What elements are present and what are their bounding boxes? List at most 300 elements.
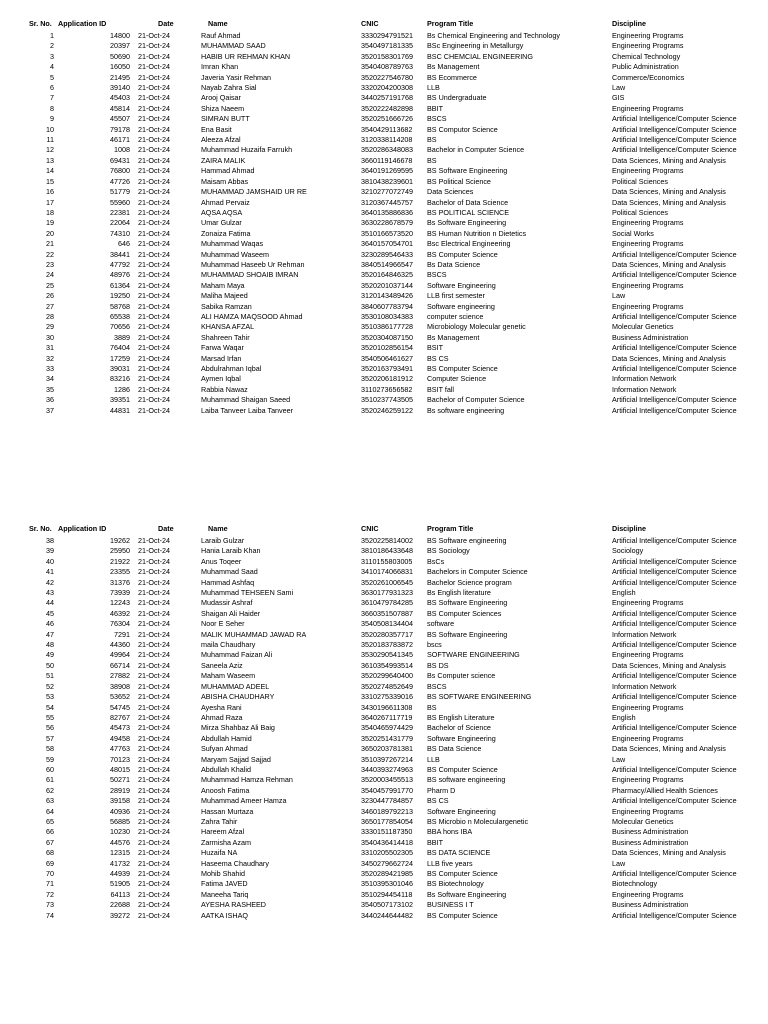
header-discipline: Discipline xyxy=(612,524,646,533)
cell-program-title: BS xyxy=(427,155,437,165)
cell-date: 21-Oct-24 xyxy=(138,176,170,186)
cell-name: Umar Gulzar xyxy=(201,218,242,228)
cell-discipline: Business Administration xyxy=(612,900,689,910)
cell-application-id: 19250 xyxy=(110,291,130,301)
table-row xyxy=(0,786,768,796)
cell-application-id: 46171 xyxy=(110,135,130,145)
cell-program-title: Bachelor of Science xyxy=(427,723,491,733)
cell-date: 21-Oct-24 xyxy=(138,114,170,124)
table-row xyxy=(0,229,768,239)
cell-application-id: 45473 xyxy=(110,723,130,733)
cell-sr: 69 xyxy=(46,858,54,868)
cell-sr: 19 xyxy=(46,218,54,228)
cell-name: Zahra Tahir xyxy=(201,816,238,826)
cell-name: Muhammad TEHSEEN Sami xyxy=(201,588,294,598)
cell-sr: 46 xyxy=(46,619,54,629)
cell-application-id: 47726 xyxy=(110,176,130,186)
cell-cnic: 3520222482898 xyxy=(361,103,413,113)
cell-discipline: Data Sciences, Mining and Analysis xyxy=(612,259,726,269)
cell-application-id: 19262 xyxy=(110,536,130,545)
cell-discipline: Biotechnology xyxy=(612,879,658,889)
cell-application-id: 79178 xyxy=(110,124,130,134)
cell-name: Zonaiza Fatima xyxy=(201,228,251,238)
table-row xyxy=(0,703,768,713)
cell-application-id: 44831 xyxy=(110,405,130,415)
cell-discipline: Data Sciences, Mining and Analysis xyxy=(612,660,726,670)
cell-program-title: Data Sciences xyxy=(427,187,474,197)
table-row xyxy=(0,630,768,640)
cell-date: 21-Oct-24 xyxy=(138,910,170,920)
table-row xyxy=(0,713,768,723)
cell-date: 21-Oct-24 xyxy=(138,775,170,785)
cell-discipline: Chemical Technology xyxy=(612,51,681,61)
cell-cnic: 3520227546780 xyxy=(361,72,413,82)
cell-discipline: Artificial Intelligence/Computer Science xyxy=(612,249,737,259)
cell-cnic: 3650177854054 xyxy=(361,816,413,826)
cell-sr: 17 xyxy=(46,197,54,207)
cell-name: SIMRAN BUTT xyxy=(201,114,250,124)
cell-cnic: 3230447784857 xyxy=(361,796,413,806)
cell-program-title: Bs Chemical Engineering and Technology xyxy=(427,31,560,40)
header-name: Name xyxy=(208,19,228,28)
cell-program-title: Bs Computer science xyxy=(427,671,496,681)
cell-program-title: Bachelor of Computer Science xyxy=(427,395,525,405)
cell-name: Rauf Ahmad xyxy=(201,31,241,40)
cell-application-id: 21922 xyxy=(110,556,130,566)
cell-sr: 13 xyxy=(46,155,54,165)
cell-discipline: Artificial Intelligence/Computer Science xyxy=(612,796,737,806)
cell-date: 21-Oct-24 xyxy=(138,166,170,176)
cell-program-title: BS Ecommerce xyxy=(427,72,477,82)
table-row xyxy=(0,239,768,249)
table-row xyxy=(0,135,768,145)
cell-date: 21-Oct-24 xyxy=(138,332,170,342)
cell-sr: 25 xyxy=(46,280,54,290)
cell-date: 21-Oct-24 xyxy=(138,41,170,51)
cell-date: 21-Oct-24 xyxy=(138,785,170,795)
cell-application-id: 28919 xyxy=(110,785,130,795)
cell-name: Maham Waseem xyxy=(201,671,256,681)
cell-sr: 57 xyxy=(46,733,54,743)
cell-cnic: 3330151187350 xyxy=(361,827,413,837)
cell-discipline: Social Works xyxy=(612,228,654,238)
cell-discipline: Artificial Intelligence/Computer Science xyxy=(612,671,737,681)
table-row xyxy=(0,406,768,416)
cell-date: 21-Oct-24 xyxy=(138,93,170,103)
cell-sr: 48 xyxy=(46,640,54,650)
cell-application-id: 73939 xyxy=(110,588,130,598)
cell-sr: 63 xyxy=(46,796,54,806)
cell-sr: 72 xyxy=(46,889,54,899)
cell-name: Sabika Ramzan xyxy=(201,301,252,311)
cell-name: Ena Basit xyxy=(201,124,232,134)
cell-application-id: 7291 xyxy=(114,629,130,639)
cell-sr: 67 xyxy=(46,837,54,847)
cell-program-title: BUSINESS I T xyxy=(427,900,474,910)
cell-cnic: 3610479784285 xyxy=(361,598,413,608)
cell-application-id: 23355 xyxy=(110,567,130,577)
table-body-2 xyxy=(0,536,768,921)
cell-sr: 31 xyxy=(46,343,54,353)
cell-name: Muhammad Ameer Hamza xyxy=(201,796,287,806)
cell-program-title: BS software engineering xyxy=(427,775,506,785)
cell-date: 21-Oct-24 xyxy=(138,806,170,816)
cell-discipline: Artificial Intelligence/Computer Science xyxy=(612,536,737,545)
cell-date: 21-Oct-24 xyxy=(138,83,170,93)
cell-sr: 27 xyxy=(46,301,54,311)
cell-cnic: 3510397267214 xyxy=(361,754,413,764)
cell-cnic: 3540508134404 xyxy=(361,619,413,629)
cell-program-title: Bachelors in Computer Science xyxy=(427,567,528,577)
cell-name: MUHAMMAD ADEEL xyxy=(201,681,270,691)
cell-application-id: 50271 xyxy=(110,775,130,785)
cell-discipline: Engineering Programs xyxy=(612,301,684,311)
cell-name: Marsad Irfan xyxy=(201,353,242,363)
cell-application-id: 66714 xyxy=(110,660,130,670)
cell-application-id: 83216 xyxy=(110,374,130,384)
applications-table-1 xyxy=(0,17,768,416)
table-row xyxy=(0,900,768,910)
cell-date: 21-Oct-24 xyxy=(138,311,170,321)
cell-date: 21-Oct-24 xyxy=(138,103,170,113)
table-row xyxy=(0,114,768,124)
cell-program-title: BS Human Nutrition n Dietetics xyxy=(427,228,527,238)
table-row xyxy=(0,588,768,598)
cell-name: Abdulrahman Iqbal xyxy=(201,364,262,373)
cell-date: 21-Oct-24 xyxy=(138,556,170,566)
cell-application-id: 27882 xyxy=(110,671,130,681)
cell-cnic: 3520261006545 xyxy=(361,577,413,587)
cell-name: AQSA AQSA xyxy=(201,207,243,217)
cell-program-title: LLB first semester xyxy=(427,291,485,301)
cell-discipline: Engineering Programs xyxy=(612,31,684,40)
cell-name: Aleeza Afzal xyxy=(201,135,241,145)
cell-name: Muhammad Shaigan Saeed xyxy=(201,395,291,405)
cell-discipline: Information Network xyxy=(612,384,677,394)
cell-cnic: 3410174066831 xyxy=(361,567,413,577)
cell-program-title: SOFTWARE ENGINEERING xyxy=(427,650,520,660)
cell-date: 21-Oct-24 xyxy=(138,660,170,670)
cell-name: Shiza Naeem xyxy=(201,103,245,113)
cell-application-id: 49964 xyxy=(110,650,130,660)
table-row xyxy=(0,692,768,702)
cell-name: Maham Maya xyxy=(201,280,245,290)
cell-sr: 53 xyxy=(46,692,54,702)
cell-date: 21-Oct-24 xyxy=(138,62,170,72)
cell-name: Arooj Qaisar xyxy=(201,93,241,103)
cell-cnic: 3520102856154 xyxy=(361,343,413,353)
cell-name: Maisam Abbas xyxy=(201,176,249,186)
cell-program-title: Bs Management xyxy=(427,62,480,72)
cell-date: 21-Oct-24 xyxy=(138,536,170,545)
cell-discipline: Artificial Intelligence/Computer Science xyxy=(612,270,737,280)
cell-discipline: Data Sciences, Mining and Analysis xyxy=(612,197,726,207)
cell-date: 21-Oct-24 xyxy=(138,754,170,764)
cell-name: ALI HAMZA MAQSOOD Ahmad xyxy=(201,311,303,321)
cell-date: 21-Oct-24 xyxy=(138,567,170,577)
cell-program-title: BS CS xyxy=(427,353,449,363)
cell-sr: 32 xyxy=(46,353,54,363)
cell-cnic: 3510386177728 xyxy=(361,322,413,332)
table-row xyxy=(0,302,768,312)
cell-program-title: BS Data Science xyxy=(427,744,482,754)
cell-sr: 71 xyxy=(46,879,54,889)
cell-sr: 9 xyxy=(50,114,54,124)
cell-cnic: 3520164846325 xyxy=(361,270,413,280)
table-row xyxy=(0,817,768,827)
cell-program-title: BS SOFTWARE ENGINEERING xyxy=(427,692,532,702)
cell-cnic: 3440393274963 xyxy=(361,764,413,774)
cell-program-title: Bs Management xyxy=(427,332,480,342)
header-row xyxy=(0,17,768,31)
cell-discipline: GIS xyxy=(612,93,625,103)
cell-date: 21-Oct-24 xyxy=(138,218,170,228)
cell-cnic: 3540465974429 xyxy=(361,723,413,733)
table-row xyxy=(0,145,768,155)
cell-application-id: 47792 xyxy=(110,259,130,269)
cell-cnic: 3520289421985 xyxy=(361,869,413,878)
cell-discipline: Artificial Intelligence/Computer Science xyxy=(612,910,737,920)
cell-cnic: 3840514966547 xyxy=(361,259,413,269)
cell-sr: 4 xyxy=(50,62,54,72)
cell-date: 21-Oct-24 xyxy=(138,364,170,373)
cell-name: Aymen Iqbal xyxy=(201,374,241,384)
cell-sr: 12 xyxy=(46,145,54,155)
cell-program-title: Bsc Electrical Engineering xyxy=(427,239,511,249)
cell-application-id: 65538 xyxy=(110,311,130,321)
cell-program-title: bscs xyxy=(427,640,442,650)
cell-discipline: Molecular Genetics xyxy=(612,816,674,826)
cell-discipline: Artificial Intelligence/Computer Science xyxy=(612,608,737,618)
cell-cnic: 3520274852649 xyxy=(361,681,413,691)
table-row xyxy=(0,41,768,51)
cell-sr: 21 xyxy=(46,239,54,249)
cell-sr: 59 xyxy=(46,754,54,764)
cell-name: Ayesha Rani xyxy=(201,702,242,712)
cell-sr: 47 xyxy=(46,629,54,639)
cell-cnic: 3520163793491 xyxy=(361,364,413,373)
table-row xyxy=(0,661,768,671)
cell-application-id: 646 xyxy=(118,239,130,249)
cell-name: Mohib Shahid xyxy=(201,869,245,878)
cell-name: Noor E Seher xyxy=(201,619,245,629)
cell-application-id: 20397 xyxy=(110,41,130,51)
cell-sr: 56 xyxy=(46,723,54,733)
cell-name: Sufyan Ahmad xyxy=(201,744,248,754)
table-row xyxy=(0,879,768,889)
cell-program-title: BSc Engineering in Metallurgy xyxy=(427,41,524,51)
table-row xyxy=(0,796,768,806)
cell-name: Hammad Ahmad xyxy=(201,166,255,176)
cell-program-title: BS CS xyxy=(427,796,449,806)
cell-discipline: Law xyxy=(612,83,626,93)
cell-discipline: Law xyxy=(612,291,626,301)
cell-name: Maliha Majeed xyxy=(201,291,248,301)
cell-cnic: 3430196611308 xyxy=(361,702,413,712)
cell-date: 21-Oct-24 xyxy=(138,702,170,712)
cell-cnic: 3210277072749 xyxy=(361,187,413,197)
cell-application-id: 51905 xyxy=(110,879,130,889)
table-row xyxy=(0,650,768,660)
cell-sr: 70 xyxy=(46,869,54,878)
cell-program-title: LLB five years xyxy=(427,858,473,868)
cell-discipline: Engineering Programs xyxy=(612,806,684,816)
table-row xyxy=(0,395,768,405)
cell-date: 21-Oct-24 xyxy=(138,280,170,290)
cell-sr: 5 xyxy=(50,72,54,82)
header-sr: Sr. No. xyxy=(29,19,52,28)
cell-cnic: 3650203781381 xyxy=(361,744,413,754)
cell-cnic: 3520003455513 xyxy=(361,775,413,785)
cell-sr: 65 xyxy=(46,816,54,826)
cell-cnic: 3230289546433 xyxy=(361,249,413,259)
table-row xyxy=(0,385,768,395)
table-sheet-2 xyxy=(0,522,768,921)
cell-discipline: Business Administration xyxy=(612,827,689,837)
cell-sr: 44 xyxy=(46,598,54,608)
cell-application-id: 70656 xyxy=(110,322,130,332)
cell-name: Javeria Yasir Rehman xyxy=(201,72,272,82)
cell-discipline: Artificial Intelligence/Computer Science xyxy=(612,395,737,405)
table-row xyxy=(0,765,768,775)
cell-cnic: 3440244644482 xyxy=(361,910,413,920)
cell-cnic: 3540429113682 xyxy=(361,124,413,134)
cell-date: 21-Oct-24 xyxy=(138,723,170,733)
cell-name: Muhammad Waqas xyxy=(201,239,264,249)
cell-cnic: 3520286348083 xyxy=(361,145,413,155)
cell-discipline: Artificial Intelligence/Computer Science xyxy=(612,640,737,650)
cell-discipline: Engineering Programs xyxy=(612,166,684,176)
cell-name: Shaigan Ali Haider xyxy=(201,608,261,618)
cell-discipline: Political Sciences xyxy=(612,207,668,217)
cell-name: Ahmad Pervaiz xyxy=(201,197,250,207)
cell-discipline: Artificial Intelligence/Computer Science xyxy=(612,405,737,415)
cell-application-id: 38908 xyxy=(110,681,130,691)
table-row xyxy=(0,333,768,343)
table-row xyxy=(0,640,768,650)
cell-discipline: Engineering Programs xyxy=(612,41,684,51)
cell-sr: 50 xyxy=(46,660,54,670)
cell-application-id: 50690 xyxy=(110,51,130,61)
table-row xyxy=(0,52,768,62)
cell-application-id: 45814 xyxy=(110,103,130,113)
cell-name: Imran Khan xyxy=(201,62,239,72)
table-row xyxy=(0,312,768,322)
cell-cnic: 3120367445757 xyxy=(361,197,413,207)
cell-date: 21-Oct-24 xyxy=(138,374,170,384)
cell-discipline: Business Administration xyxy=(612,332,689,342)
cell-date: 21-Oct-24 xyxy=(138,72,170,82)
cell-cnic: 3520299640400 xyxy=(361,671,413,681)
table-row xyxy=(0,838,768,848)
cell-sr: 45 xyxy=(46,608,54,618)
cell-cnic: 3110273656582 xyxy=(361,384,413,394)
cell-cnic: 3520201037144 xyxy=(361,280,413,290)
cell-program-title: BSCS xyxy=(427,270,447,280)
cell-discipline: Data Sciences, Mining and Analysis xyxy=(612,848,726,858)
cell-program-title: BS POLITICAL SCIENCE xyxy=(427,207,510,217)
cell-sr: 34 xyxy=(46,374,54,384)
cell-discipline: Law xyxy=(612,858,626,868)
cell-name: Farwa Waqar xyxy=(201,343,244,353)
cell-date: 21-Oct-24 xyxy=(138,546,170,556)
cell-sr: 38 xyxy=(46,536,54,545)
cell-name: AYESHA RASHEED xyxy=(201,900,266,910)
cell-sr: 54 xyxy=(46,702,54,712)
cell-discipline: Artificial Intelligence/Computer Science xyxy=(612,556,737,566)
cell-date: 21-Oct-24 xyxy=(138,577,170,587)
cell-sr: 22 xyxy=(46,249,54,259)
cell-name: Abdullah Hamid xyxy=(201,733,252,743)
table-row xyxy=(0,598,768,608)
cell-date: 21-Oct-24 xyxy=(138,619,170,629)
cell-name: Laraib Gulzar xyxy=(201,536,245,545)
cell-program-title: software xyxy=(427,619,455,629)
cell-cnic: 3540408789763 xyxy=(361,62,413,72)
cell-sr: 7 xyxy=(50,93,54,103)
cell-sr: 64 xyxy=(46,806,54,816)
cell-discipline: Information Network xyxy=(612,374,677,384)
cell-discipline: Data Sciences, Mining and Analysis xyxy=(612,187,726,197)
table-row xyxy=(0,744,768,754)
cell-discipline: Data Sciences, Mining and Analysis xyxy=(612,353,726,363)
cell-program-title: BS Software Engineering xyxy=(427,629,508,639)
cell-discipline: Artificial Intelligence/Computer Science xyxy=(612,311,737,321)
cell-name: Shahreen Tahir xyxy=(201,332,250,342)
cell-date: 21-Oct-24 xyxy=(138,353,170,363)
cell-application-id: 58768 xyxy=(110,301,130,311)
cell-name: AATKA ISHAQ xyxy=(201,910,248,920)
cell-program-title: BS xyxy=(427,702,437,712)
cell-sr: 3 xyxy=(50,51,54,61)
cell-sr: 60 xyxy=(46,764,54,774)
cell-cnic: 3520251431779 xyxy=(361,733,413,743)
cell-discipline: Artificial Intelligence/Computer Science xyxy=(612,124,737,134)
cell-program-title: BSCS xyxy=(427,681,447,691)
cell-date: 21-Oct-24 xyxy=(138,384,170,394)
table-row xyxy=(0,557,768,567)
cell-program-title: Pharm D xyxy=(427,785,456,795)
cell-cnic: 3640135886836 xyxy=(361,207,413,217)
cell-application-id: 76404 xyxy=(110,343,130,353)
cell-program-title: BS DS xyxy=(427,660,449,670)
cell-name: Saneela Aziz xyxy=(201,660,243,670)
cell-discipline: Artificial Intelligence/Computer Science xyxy=(612,723,737,733)
cell-date: 21-Oct-24 xyxy=(138,837,170,847)
header-sr: Sr. No. xyxy=(29,524,52,533)
cell-name: ZAIRA MALIK xyxy=(201,155,246,165)
cell-date: 21-Oct-24 xyxy=(138,249,170,259)
cell-application-id: 61364 xyxy=(110,280,130,290)
cell-program-title: BsCs xyxy=(427,556,445,566)
cell-application-id: 16050 xyxy=(110,62,130,72)
table-row xyxy=(0,723,768,733)
cell-date: 21-Oct-24 xyxy=(138,239,170,249)
cell-sr: 35 xyxy=(46,384,54,394)
cell-discipline: Engineering Programs xyxy=(612,280,684,290)
cell-cnic: 3520158301769 xyxy=(361,51,413,61)
cell-discipline: Business Administration xyxy=(612,837,689,847)
cell-discipline: Artificial Intelligence/Computer Science xyxy=(612,364,737,373)
cell-application-id: 38441 xyxy=(110,249,130,259)
table-row xyxy=(0,62,768,72)
cell-program-title: Bs Software Engineering xyxy=(427,889,507,899)
cell-date: 21-Oct-24 xyxy=(138,31,170,40)
cell-application-id: 55960 xyxy=(110,197,130,207)
table-row xyxy=(0,104,768,114)
cell-application-id: 22688 xyxy=(110,900,130,910)
cell-cnic: 3510166573520 xyxy=(361,228,413,238)
